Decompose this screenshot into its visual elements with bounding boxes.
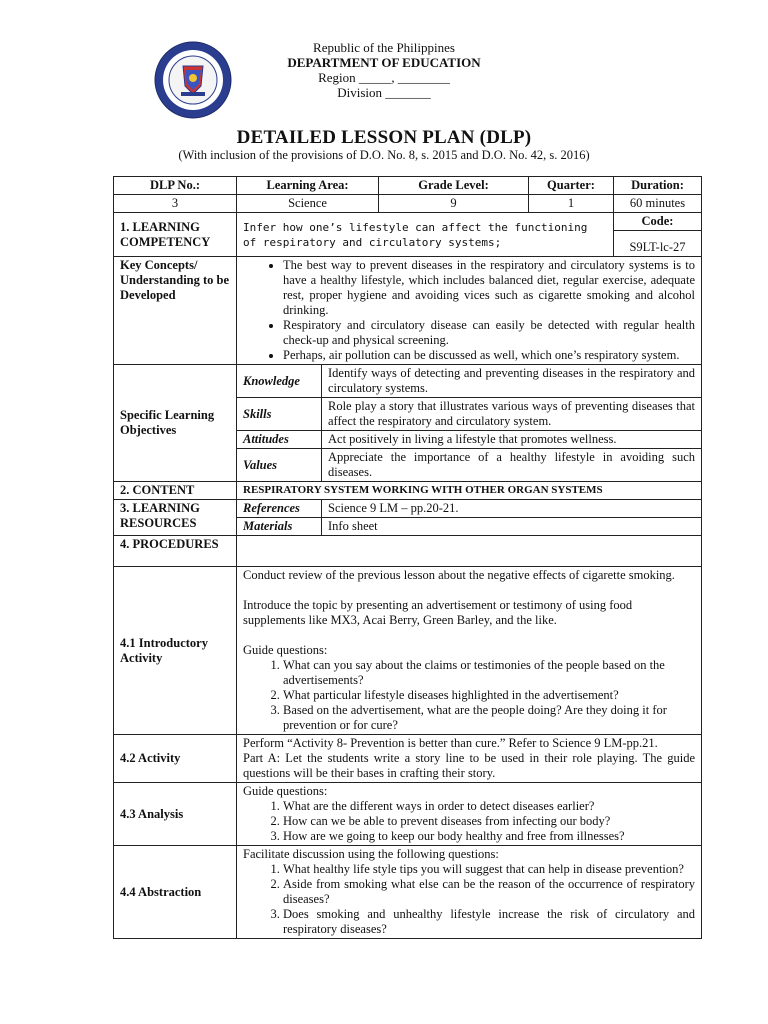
list-item: • Respiratory and circulatory disease can easily be detected with regular health check-up and physical screening. [283, 318, 695, 348]
competency-row [114, 213, 702, 231]
list-item: 3. Does smoking and unhealthy lifestyle increase the risk of circulatory and respiratory diseases? [283, 907, 695, 937]
key-concepts-row [114, 257, 702, 365]
abstraction-intro: Facilitate discussion using the following questions: [243, 847, 499, 861]
list-item: • The best way to prevent diseases in the respiratory and circulatory systems is to have a healthy lifestyle, which includes balanced diet, regular exercise, adequate rest, proper hygiene and avoiding vices such as cigarette smoking and alcohol drinking. [283, 258, 695, 318]
content-row [114, 482, 702, 500]
list-item: 1. What are the different ways in order to detect diseases earlier? [283, 799, 695, 814]
abstraction-label: 4.4 Abstraction [114, 846, 237, 939]
objective-row [114, 365, 702, 398]
resources-row [114, 500, 702, 518]
code-value: S9LT-lc-27 [614, 231, 702, 257]
competency-label: 1. LEARNING COMPETENCY [114, 213, 237, 257]
key-concepts-label: Key Concepts/ Understanding to be Developed [114, 257, 237, 365]
key-concepts-list [243, 258, 695, 363]
list-item: 2. How can we be able to prevent diseases from infecting our body? [283, 814, 695, 829]
objective-text: Identify ways of detecting and preventing diseases in the respiratory and circulatory systems. [322, 365, 702, 398]
page-title: DETAILED LESSON PLAN (DLP) [236, 127, 532, 148]
guide-questions-heading: Guide questions: [243, 784, 328, 798]
duration-value: 60 minutes [614, 195, 702, 213]
objective-text: Appreciate the importance of a healthy lifestyle in avoiding such diseases. [322, 449, 702, 482]
procedures-row [114, 536, 702, 567]
grade-level-value: 9 [379, 195, 529, 213]
division-text: Division _______ [337, 85, 431, 100]
intro-activity-row [114, 567, 702, 735]
list-item: 3. Based on the advertisement, what are the people doing? Are they doing it for prevention or for cure? [283, 703, 695, 733]
intro-paragraph: Introduce the topic by presenting an advertisement or testimony of using food supplements like MX3, Acai Berry, Green Barley, and the like. [243, 598, 633, 627]
dlp-no-value: 3 [114, 195, 237, 213]
list-item: 3. How are we going to keep our body healthy and free from illnesses? [283, 829, 695, 844]
objective-text: Role play a story that illustrates various ways of preventing diseases that affect the respiratory and circulatory system. [322, 398, 702, 431]
materials-label: Materials [237, 518, 322, 536]
objective-domain: Attitudes [237, 431, 322, 449]
analysis-label: 4.3 Analysis [114, 783, 237, 846]
page-subtitle: (With inclusion of the provisions of D.O. No. 8, s. 2015 and D.O. No. 42, s. 2016) [178, 148, 590, 162]
materials-value: Info sheet [322, 518, 702, 536]
objective-domain: Knowledge [237, 365, 322, 398]
objective-domain: Skills [237, 398, 322, 431]
analysis-questions-list [243, 799, 695, 844]
activity-label: 4.2 Activity [114, 735, 237, 783]
references-value: Science 9 LM – pp.20-21. [322, 500, 702, 518]
activity-paragraph: Perform “Activity 8- Prevention is better than cure.” Refer to Science 9 LM-pp.21. [243, 736, 658, 750]
learning-area-header: Learning Area: [237, 177, 379, 195]
department-text: DEPARTMENT OF EDUCATION [287, 55, 481, 70]
competency-text: Infer how one’s lifestyle can affect the functioning of respiratory and circulatory systems; [237, 213, 614, 257]
content-text: RESPIRATORY SYSTEM WORKING WITH OTHER ORGAN SYSTEMS [237, 482, 702, 500]
list-item: 2. Aside from smoking what else can be the reason of the occurrence of respiratory diseases? [283, 877, 695, 907]
duration-header: Duration: [614, 177, 702, 195]
code-label: Code: [614, 213, 702, 231]
abstraction-row [114, 846, 702, 939]
analysis-row [114, 783, 702, 846]
objective-domain: Values [237, 449, 322, 482]
intro-paragraph: Conduct review of the previous lesson about the negative effects of cigarette smoking. [243, 568, 675, 582]
dlp-no-header: DLP No.: [114, 177, 237, 195]
region-text: Region _____, ________ [318, 70, 450, 85]
resources-label: 3. LEARNING RESOURCES [114, 500, 237, 536]
learning-area-value: Science [237, 195, 379, 213]
info-value-row [114, 195, 702, 213]
info-header-row [114, 177, 702, 195]
list-item: 2. What particular lifestyle diseases highlighted in the advertisement? [283, 688, 695, 703]
republic-text: Republic of the Philippines [313, 40, 455, 55]
grade-level-header: Grade Level: [379, 177, 529, 195]
objectives-label: Specific Learning Objectives [114, 365, 237, 482]
objective-text: Act positively in living a lifestyle that promotes wellness. [322, 431, 702, 449]
abstraction-questions-list [243, 862, 695, 937]
activity-paragraph: Part A: Let the students write a story line to be used in their role playing. The guide questions will be their bases in crafting their story. [243, 751, 695, 780]
content-label: 2. CONTENT [114, 482, 237, 500]
references-label: References [237, 500, 322, 518]
activity-row [114, 735, 702, 783]
intro-activity-label: 4.1 Introductory Activity [114, 567, 237, 735]
intro-questions-list [243, 658, 695, 733]
lesson-plan-table [113, 176, 702, 939]
quarter-header: Quarter: [529, 177, 614, 195]
guide-questions-heading: Guide questions: [243, 643, 328, 657]
list-item: 1. What healthy life style tips you will suggest that can help in disease prevention? [283, 862, 695, 877]
list-item: 1. What can you say about the claims or testimonies of the people based on the advertisements? [283, 658, 695, 688]
quarter-value: 1 [529, 195, 614, 213]
procedures-label: 4. PROCEDURES [114, 536, 237, 567]
list-item: • Perhaps, air pollution can be discussed as well, which one’s respiratory system. [283, 348, 695, 363]
